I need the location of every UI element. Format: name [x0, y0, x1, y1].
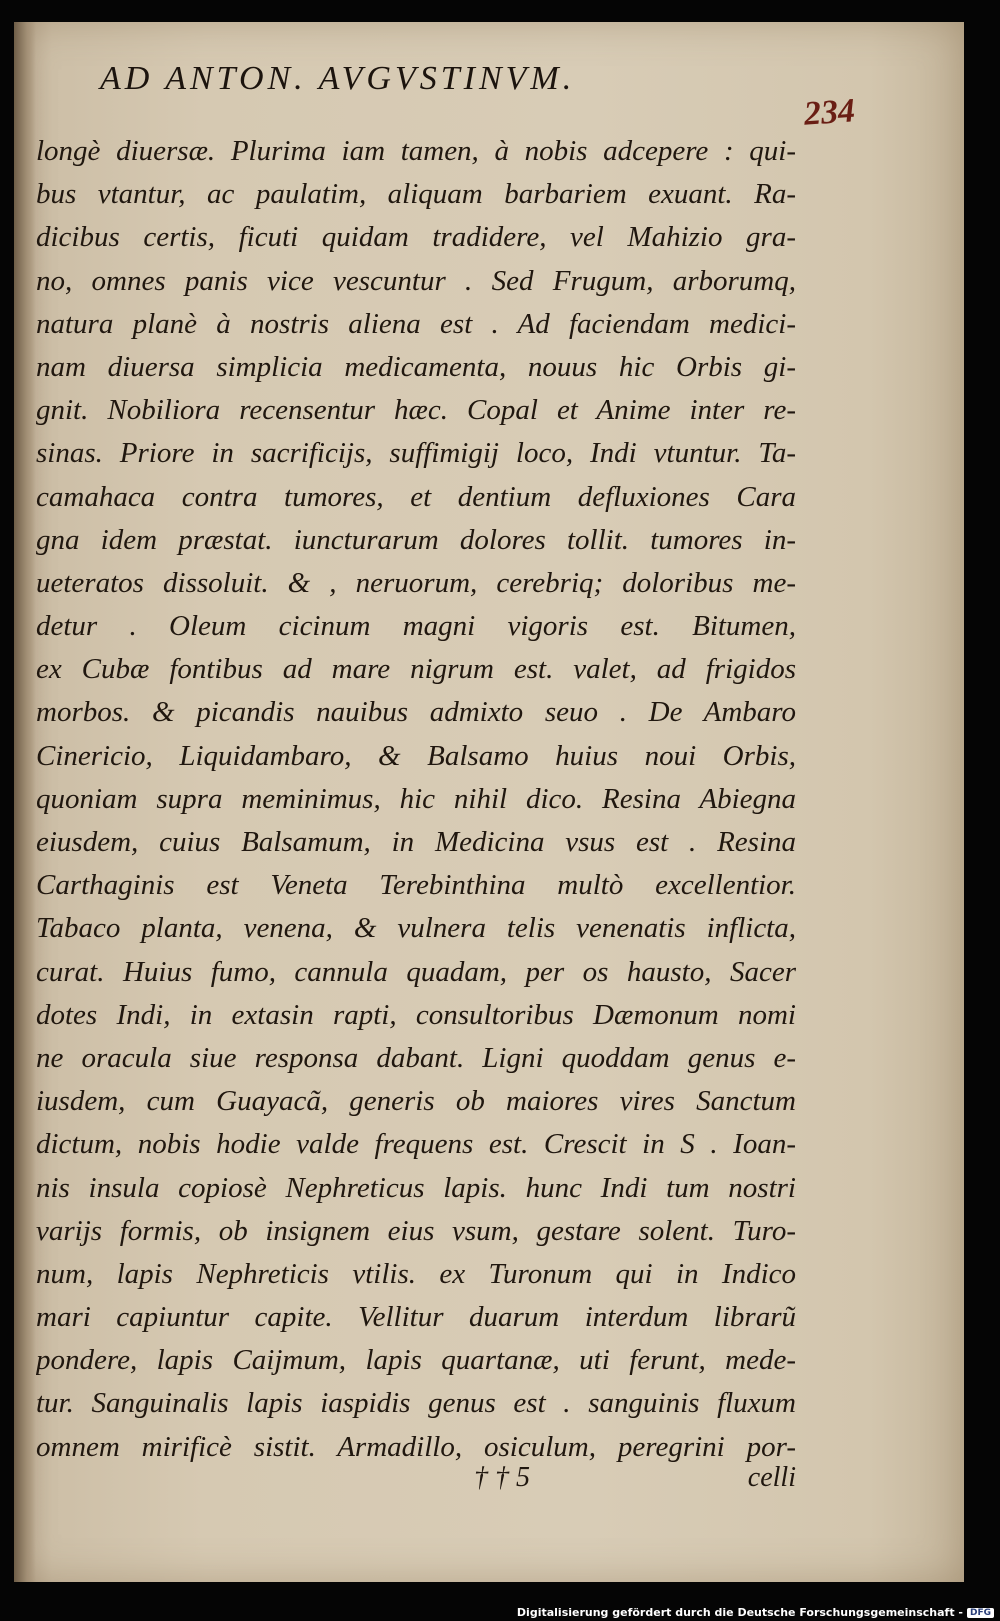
text-line: ex Cubæ fontibus ad mare nigrum est. valet, ad frigidos: [36, 653, 796, 686]
text-line: no, omnes panis vice vescuntur . Sed Frugum, arborumq,: [36, 264, 796, 297]
text-line: nam diuersa simplicia medicamenta, nouus hic Orbis gi-: [36, 350, 796, 383]
handwritten-folio-number: 234: [802, 92, 857, 133]
text-line: Tabaco planta, venena, & vulnera telis venenatis inflicta,: [36, 912, 796, 945]
catchword: celli: [747, 1462, 796, 1493]
page-footer: [36, 1462, 796, 1502]
text-line: natura planè à nostris aliena est . Ad faciendam medici-: [36, 307, 796, 340]
text-line: detur . Oleum cicinum magni vigoris est. Bitumen,: [36, 610, 796, 643]
signature-mark: † † 5: [474, 1462, 530, 1493]
text-line: curat. Huius fumo, cannula quadam, per os hausto, Sacer: [36, 955, 796, 988]
text-line: varijs formis, ob insignem eius vsum, gestare solent. Turo-: [36, 1214, 796, 1247]
text-line: Carthaginis est Veneta Terebinthina multò excellentior.: [36, 869, 796, 902]
book-page: [14, 22, 964, 1582]
running-head: AD ANTON. AVGVSTINVM.: [100, 60, 576, 97]
text-line: morbos. & picandis nauibus admixto seuo . De Ambaro: [36, 696, 796, 729]
text-line: gna idem præstat. iuncturarum dolores tollit. tumores in-: [36, 523, 796, 556]
text-line: iusdem, cum Guayacã, generis ob maiores vires Sanctum: [36, 1085, 796, 1118]
text-line: ne oracula siue responsa dabant. Ligni quoddam genus e-: [36, 1041, 796, 1074]
credit-text: Digitalisierung gefördert durch die Deutsche Forschungsgemeinschaft -: [516, 1606, 963, 1619]
text-line: dotes Indi, in extasin rapti, consultoribus Dæmonum nomi: [36, 998, 796, 1031]
text-line: camahaca contra tumores, et dentium defluxiones Cara: [36, 480, 796, 513]
dfg-logo: DFG: [967, 1608, 994, 1618]
text-line: eiusdem, cuius Balsamum, in Medicina vsus est . Resina: [36, 826, 796, 858]
text-line: longè diuersæ. Plurima iam tamen, à nobis adcepere : qui-: [36, 135, 796, 167]
text-line: gnit. Nobiliora recensentur hæc. Copal et Anime inter re-: [36, 394, 796, 427]
text-line: sinas. Priore in sacrificijs, suffimigij loco, Indi vtuntur. Ta-: [36, 437, 796, 470]
text-line: dictum, nobis hodie valde frequens est. Crescit in S . Ioan-: [36, 1128, 796, 1161]
text-line: omnem mirificè sistit. Armadillo, osiculum, peregrini por-: [36, 1430, 796, 1463]
text-line: quoniam supra meminimus, hic nihil dico. Resina Abiegna: [36, 782, 796, 815]
text-line: dicibus certis, ficuti quidam tradidere, vel Mahizio gra-: [36, 221, 796, 254]
page-body-text: [36, 130, 796, 1469]
text-line: Cinericio, Liquidambaro, & Balsamo huius noui Orbis,: [36, 739, 796, 772]
text-line: bus vtantur, ac paulatim, aliquam barbariem exuant. Ra-: [36, 178, 796, 211]
digitization-credit: [517, 1606, 994, 1619]
text-line: num, lapis Nephreticis vtilis. ex Turonum qui in Indico: [36, 1257, 796, 1290]
text-line: nis insula copiosè Nephreticus lapis. hunc Indi tum nostri: [36, 1171, 796, 1204]
text-line: mari capiuntur capite. Vellitur duarum interdum librarũ: [36, 1301, 796, 1334]
text-line: pondere, lapis Caijmum, lapis quartanæ, uti ferunt, mede-: [36, 1344, 796, 1377]
text-line: ueteratos dissoluit. & , neruorum, cerebriq; doloribus me-: [36, 566, 796, 599]
text-line: tur. Sanguinalis lapis iaspidis genus est . sanguinis fluxum: [36, 1387, 796, 1420]
page-gutter-shadow: [14, 22, 36, 1582]
